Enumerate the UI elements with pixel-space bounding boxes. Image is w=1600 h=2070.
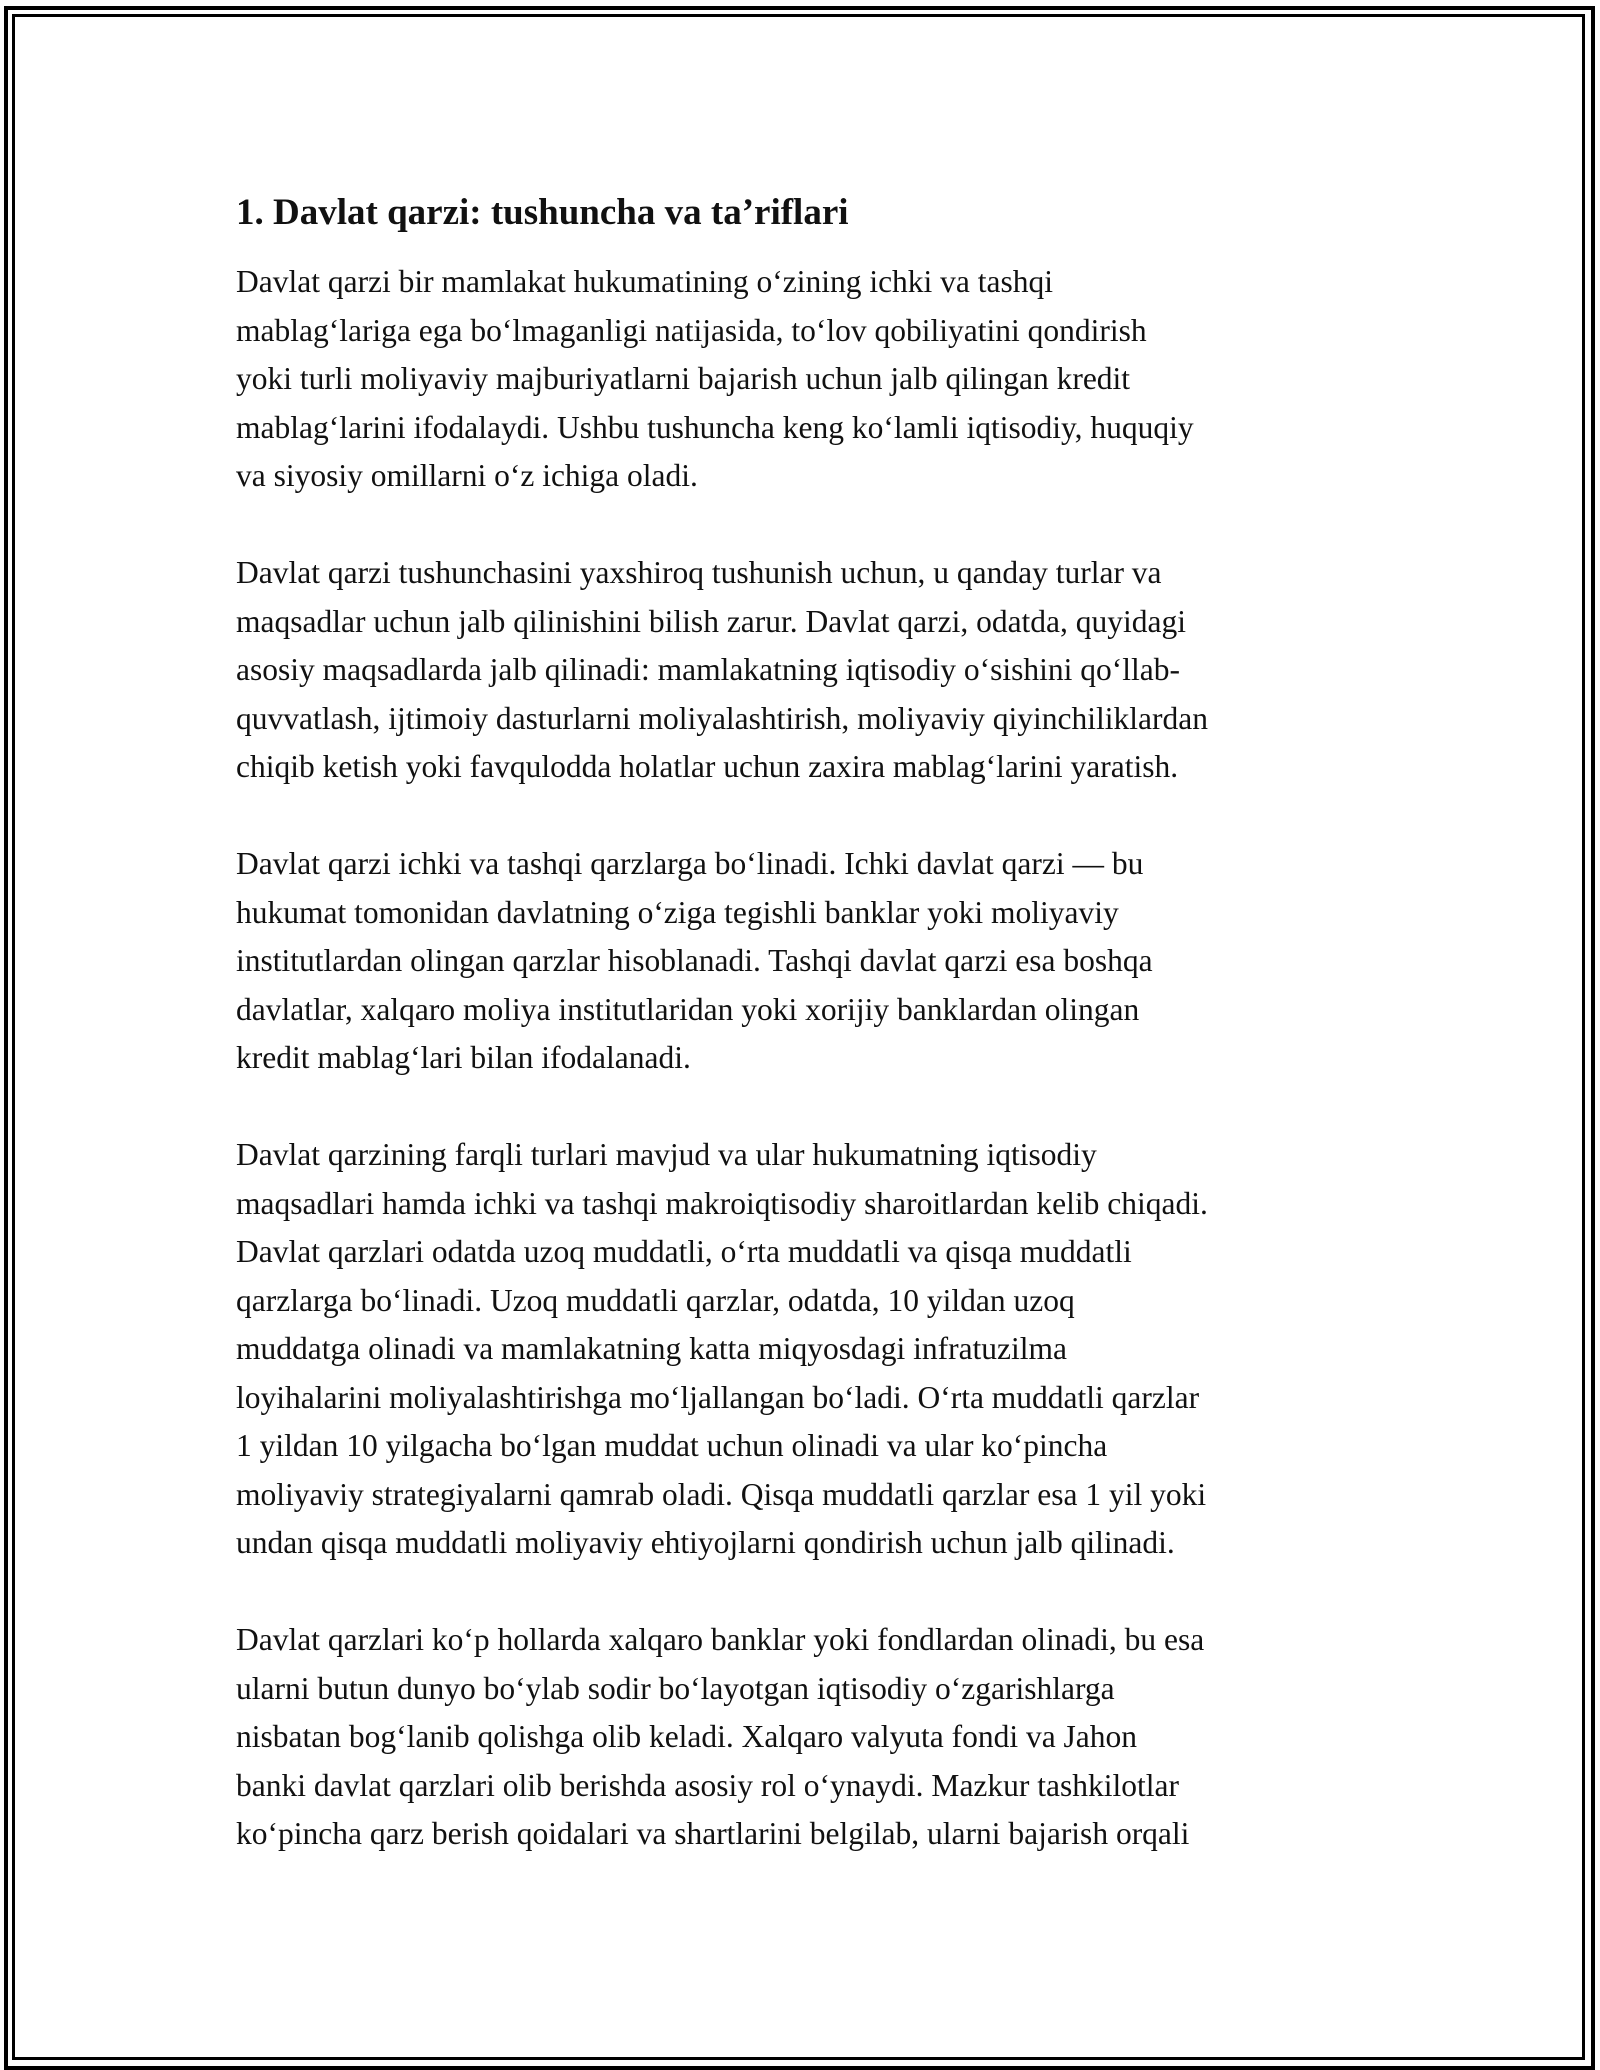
paragraph-1: Davlat qarzi bir mamlakat hukumatining o‘zining ichki va tashqi mablag‘lariga ega bo‘lmaganligi natijasida, to‘lov qobiliyatini qondirish yoki turli moliyaviy majburiyatlarni bajarish uchun jalb qilingan kredit mablag‘larini ifodalaydi. Ushbu tushuncha keng ko‘lamli iqtisodiy, huquqiy va siyosiy omillarni o‘z ichiga oladi. — [236, 264, 1194, 493]
paragraph-3: Davlat qarzi ichki va tashqi qarzlarga bo‘linadi. Ichki davlat qarzi — bu hukumat tomonidan davlatning o‘ziga tegishli banklar yoki moliyaviy institutlardan olingan qarzlar hisoblanadi. Tashqi davlat qarzi esa boshqa davlatlar, xalqaro moliya institutlaridan yoki xorijiy banklardan olingan kredit mablag‘lari bilan ifodalanadi. — [236, 846, 1153, 1075]
paragraph-4: Davlat qarzining farqli turlari mavjud va ular hukumatning iqtisodiy maqsadlari hamda ichki va tashqi makroiqtisodiy sharoitlardan kelib chiqadi. Davlat qarzlari odatda uzoq muddatli, o‘rta muddatli va qisqa muddatli qarzlarga bo‘linadi. Uzoq muddatli qarzlar, odatda, 10 yildan uzoq muddatga olinadi va mamlakatning katta miqyosdagi infratuzilma loyihalarini moliyalashtirishga mo‘ljallangan bo‘ladi. O‘rta muddatli qarzlar 1 yildan 10 yilgacha bo‘lgan muddat uchun olinadi va ular ko‘pincha moliyaviy strategiyalarni qamrab oladi. Qisqa muddatli qarzlar esa 1 yil yoki undan qisqa muddatli moliyaviy ehtiyojlarni qondirish uchun jalb qilinadi. — [236, 1137, 1208, 1560]
paragraph-2: Davlat qarzi tushunchasini yaxshiroq tushunish uchun, u qanday turlar va maqsadlar uchun jalb qilinishini bilish zarur. Davlat qarzi, odatda, quyidagi asosiy maqsadlarda jalb qilinadi: mamlakatning iqtisodiy o‘sishini qo‘llab- quvvatlash, ijtimoiy dasturlarni moliyalashtirish, moliyaviy qiyinchiliklardan chiqib ketish yoki favqulodda holatlar uchun zaxira mablag‘larini yaratish. — [236, 555, 1208, 784]
document-body — [236, 186, 1366, 1907]
paragraph-5: Davlat qarzlari ko‘p hollarda xalqaro banklar yoki fondlardan olinadi, bu esa ularni butun dunyo bo‘ylab sodir bo‘layotgan iqtisodiy o‘zgarishlarga nisbatan bog‘lanib qolishga olib keladi. Xalqaro valyuta fondi va Jahon banki davlat qarzlari olib berishda asosiy rol o‘ynaydi. Mazkur tashkilotlar ko‘pincha qarz berish qoidalari va shartlarini belgilab, ularni bajarish orqali — [236, 1622, 1205, 1851]
section-title: 1. Davlat qarzi: tushuncha va ta’riflari — [236, 192, 849, 233]
